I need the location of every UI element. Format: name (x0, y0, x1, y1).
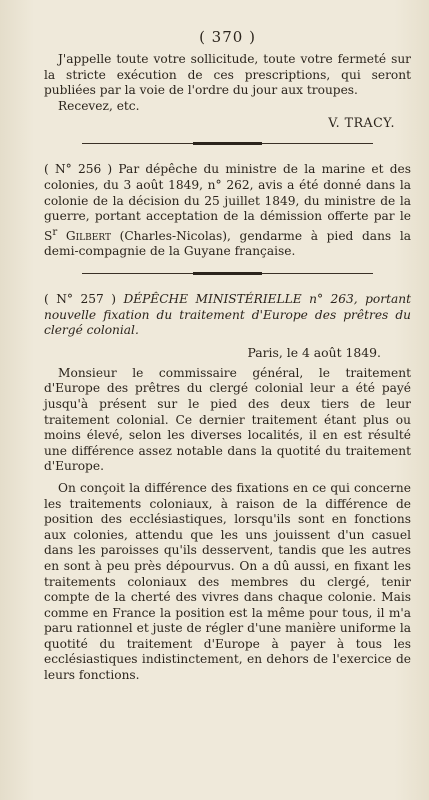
letter-closing-paragraph: J'appelle toute votre sollicitude, toute votre fermeté sur la stricte exécution de ces prescriptions, qui seront publiées par la voie de l'ordre du jour aux troupes. (44, 52, 411, 98)
entry-256-name: Gilbert (65, 228, 111, 243)
signature: V. TRACY. (328, 115, 395, 131)
entry-256-text-end: (Charles-Nicolas), gendarme à pied dans la demi-compagnie de la Guyane française. (44, 228, 411, 259)
entry-256-superscript: r (52, 226, 58, 238)
entry-257-dateline: Paris, le 4 août 1849. (247, 344, 381, 360)
entry-256-number: ( N° 256 ) (44, 162, 113, 177)
entry-256 (44, 162, 411, 260)
letter-salutation: Recevez, etc. (58, 98, 140, 113)
page-number: ( 370 ) (199, 28, 256, 46)
section-divider (82, 270, 373, 278)
entry-257-paragraph-2: On conçoit la différence des fixations en ce qui concerne les traitements coloniaux, à raison de la différence de position des ecclésiastiques, lorsqu'ils sont en fonctions aux colonies, attendu que les uns jouissent d'un casuel dans les paroisses qu'ils desservent, tandis que les autres en sont à peu près dépourvus. On a dû aussi, en fixant les traitements coloniaux des membres du clergé, tenir compte de la cherté des vivres dans chaque colonie. Mais comme en France la position est la même pour tous, il m'a paru rationnel et juste de régler d'une manière uniforme la quotité du traitement d'Europe à payer à tous les ecclésiastiques indistinctement, en dehors de l'exercice de leurs fonctions. (44, 480, 411, 683)
entry-257-paragraph-1: Monsieur le commissaire général, le traitement d'Europe des prêtres du clergé colonial leur a été payé jusqu'à présent sur le pied des deux tiers de leur traitement colonial. Ce dernier traitement étant plus ou moins élevé, selon les diverses localités, il en est résulté une différence assez notable dans la quotité du traitement d'Europe. (44, 365, 411, 474)
section-divider (82, 140, 373, 148)
entry-256-text: Par dépêche du ministre de la marine et des colonies, du 3 août 1849, n° 262, avis a été donné dans la colonie de la décision du 25 juillet 1849, du ministre de la guerre, portant acceptation de la démission offerte par le S (44, 162, 411, 243)
entry-257-number: ( N° 257 ) (44, 292, 116, 306)
entry-257-heading (44, 292, 411, 339)
entry-257-title: DÉPÊCHE MINISTÉRIELLE n° 263, portant nouvelle fixation du traitement d'Europe des prêtres du clergé colonial. (44, 292, 412, 338)
